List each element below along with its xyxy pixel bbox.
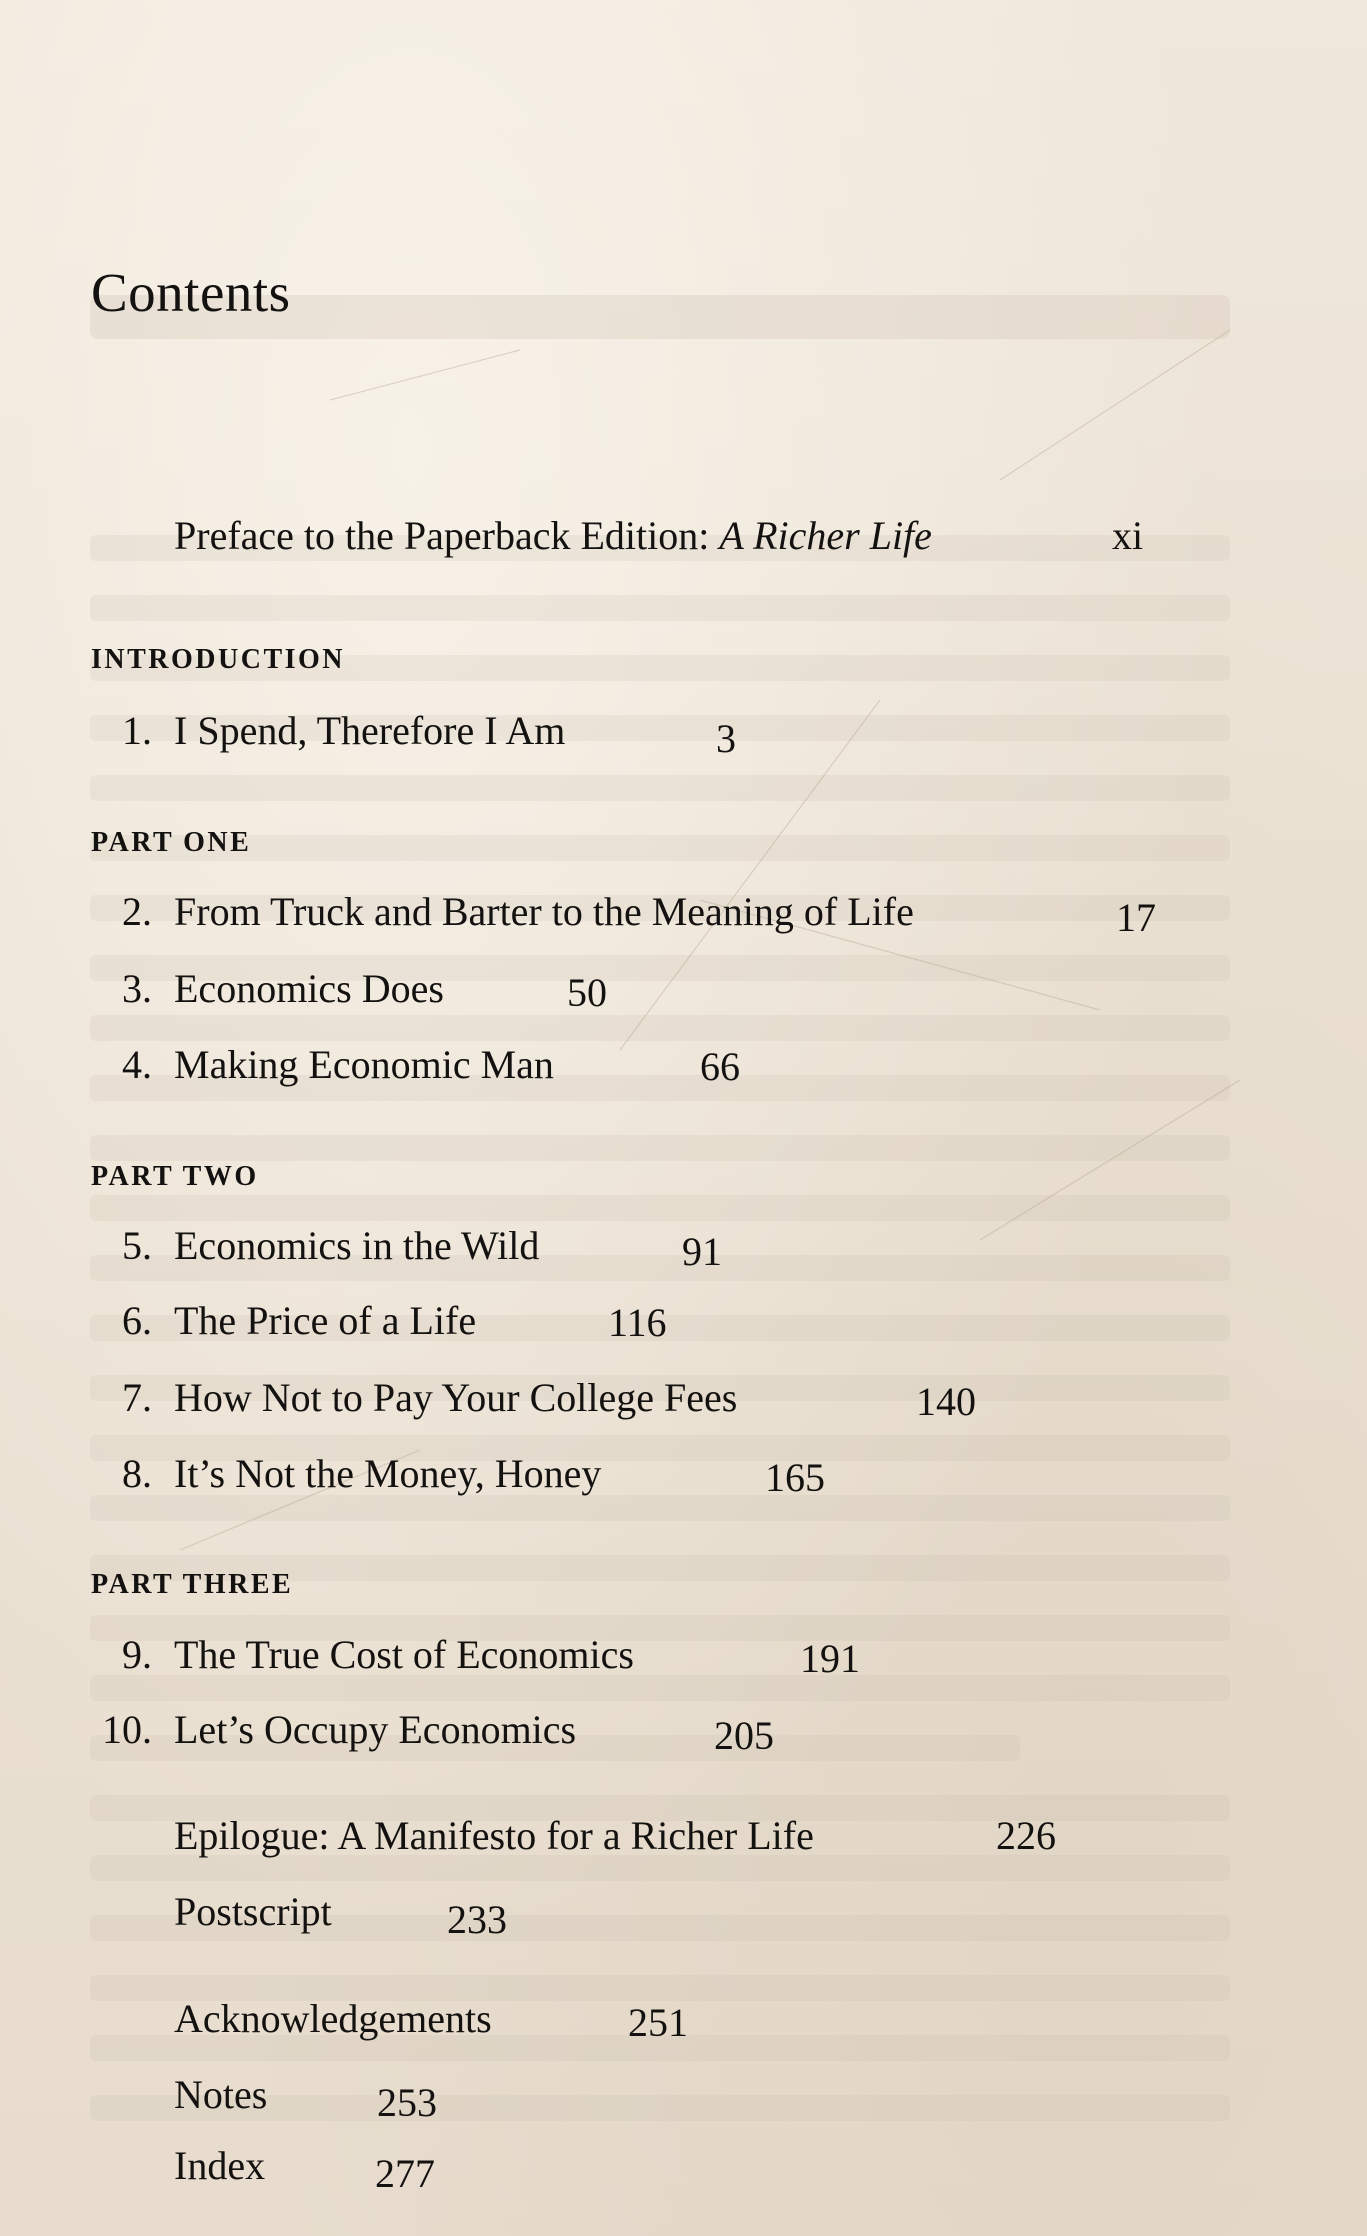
- entry-title: Acknowledgements: [174, 1996, 492, 2041]
- entry-title: [174, 512, 932, 560]
- entry-page-number: 17: [1116, 895, 1156, 940]
- entry-page-number: 140: [916, 1379, 976, 1424]
- entry-number: 4.: [122, 1042, 152, 1087]
- entry-page-number: 91: [682, 1229, 722, 1274]
- preface-label: Preface to the Paperback Edition:: [174, 513, 710, 558]
- entry-page-number: 66: [700, 1044, 740, 1089]
- entry-page-number: 50: [567, 970, 607, 1015]
- preface-subtitle: A Richer Life: [719, 513, 932, 558]
- entry-page-number: 233: [447, 1897, 507, 1942]
- entry-title: The Price of a Life: [174, 1298, 477, 1343]
- section-heading-part-two: PART TWO: [91, 1161, 259, 1192]
- entry-number: 6.: [122, 1298, 152, 1343]
- entry-title: Index: [174, 2143, 266, 2188]
- entry-page-number: 165: [765, 1455, 825, 1500]
- entry-page-number: 253: [377, 2080, 437, 2125]
- entry-title: Postscript: [174, 1889, 332, 1934]
- entry-title: Making Economic Man: [174, 1042, 554, 1087]
- entry-title: It’s Not the Money, Honey: [174, 1451, 602, 1496]
- section-heading-part-one: PART ONE: [91, 827, 252, 858]
- entry-number: 5.: [122, 1223, 152, 1268]
- entry-page-number: xi: [1112, 513, 1144, 558]
- entry-number: 3.: [122, 966, 152, 1011]
- entry-number: 7.: [122, 1375, 152, 1420]
- entry-number: 9.: [122, 1632, 152, 1677]
- entry-title: From Truck and Barter to the Meaning of Life: [174, 889, 914, 934]
- entry-number: 10.: [102, 1707, 152, 1752]
- entry-title: Notes: [174, 2072, 268, 2117]
- entry-number: 8.: [122, 1451, 152, 1496]
- entry-title: Epilogue: A Manifesto for a Richer Life: [174, 1813, 814, 1858]
- entry-title: I Spend, Therefore I Am: [174, 708, 566, 753]
- entry-page-number: 277: [375, 2151, 435, 2196]
- entry-page-number: 251: [628, 2000, 688, 2045]
- section-heading-part-three: PART THREE: [91, 1569, 294, 1600]
- entry-number: 1.: [122, 708, 152, 753]
- entry-title: Economics in the Wild: [174, 1223, 540, 1268]
- entry-title: How Not to Pay Your College Fees: [174, 1375, 738, 1420]
- entry-page-number: 205: [714, 1713, 774, 1758]
- entry-title: Economics Does: [174, 966, 444, 1011]
- entry-page-number: 191: [800, 1636, 860, 1681]
- entry-title: The True Cost of Economics: [174, 1632, 634, 1677]
- entry-page-number: 116: [608, 1300, 667, 1345]
- page-title: Contents: [91, 262, 291, 323]
- entry-page-number: 226: [996, 1813, 1056, 1858]
- entry-page-number: 3: [716, 716, 736, 761]
- entry-number: 2.: [122, 889, 152, 934]
- entry-title: Let’s Occupy Economics: [174, 1707, 577, 1752]
- section-heading-introduction: INTRODUCTION: [91, 644, 346, 675]
